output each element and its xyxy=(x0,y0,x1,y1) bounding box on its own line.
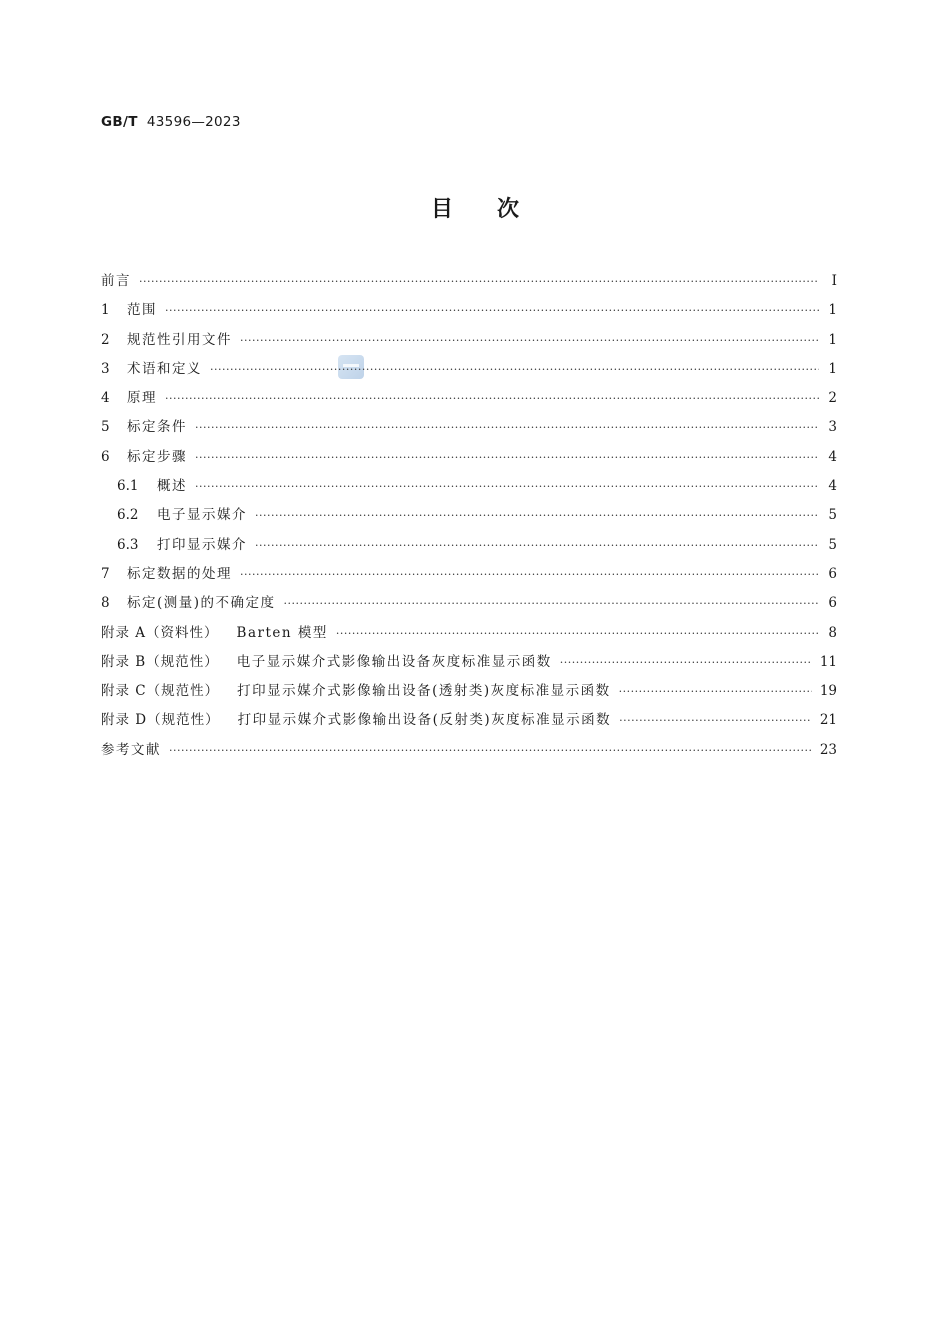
toc-entry-number: 6 xyxy=(101,448,110,465)
toc-entry-6-3[interactable] xyxy=(101,533,837,562)
toc-entry-label: 电子显示媒介式影像输出设备灰度标准显示函数 xyxy=(236,653,552,670)
toc-entry-number: 5 xyxy=(101,419,110,436)
dot-leader xyxy=(195,451,819,464)
dot-leader xyxy=(560,656,812,669)
dot-leader xyxy=(336,627,819,640)
dot-leader xyxy=(240,334,819,347)
toc-entry-label: 术语和定义 xyxy=(127,360,202,377)
toc-entry-6[interactable] xyxy=(101,445,837,474)
dot-leader xyxy=(255,509,819,522)
toc-entry-label: 打印显示媒介式影像输出设备(反射类)灰度标准显示函数 xyxy=(237,712,612,729)
toc-entry-3[interactable] xyxy=(101,357,837,386)
toc-entry-label: 打印显示媒介 xyxy=(157,536,247,553)
dot-leader xyxy=(240,568,819,581)
dot-leader xyxy=(255,539,819,552)
toc-entry-8[interactable] xyxy=(101,591,837,620)
toc-entry-page: 5 xyxy=(828,536,837,553)
toc-entry-references[interactable] xyxy=(101,738,837,767)
toc-entry-label: 原理 xyxy=(127,390,157,407)
appendix-tag: 附录 A（资料性） xyxy=(101,624,219,641)
toc-entry-label: 规范性引用文件 xyxy=(127,331,232,348)
toc-entry-label: 前言 xyxy=(101,273,131,289)
toc-entry-label: 范围 xyxy=(127,302,157,319)
toc-entry-label: 标定(测量)的不确定度 xyxy=(127,595,276,612)
page-title: 目 次 xyxy=(430,197,519,222)
toc-entry-number: 6.3 xyxy=(117,536,139,553)
dot-leader xyxy=(284,597,819,610)
toc-entry-appendix-c[interactable] xyxy=(101,679,837,708)
toc-entry-page: 6 xyxy=(828,595,837,612)
toc-entry-page: 11 xyxy=(819,653,837,670)
toc-entry-appendix-a[interactable] xyxy=(101,621,837,650)
toc-entry-number: 8 xyxy=(101,595,110,612)
toc-entry-label: 标定步骤 xyxy=(127,448,187,465)
toc-entry-page: 8 xyxy=(828,624,837,641)
dot-leader xyxy=(195,480,819,493)
toc-entry-label: 参考文献 xyxy=(101,741,161,758)
toc-entry-7[interactable] xyxy=(101,562,837,591)
toc-entry-appendix-d[interactable] xyxy=(101,708,837,737)
toc-entry-6-2[interactable] xyxy=(101,503,837,532)
toc-entry-2[interactable] xyxy=(101,328,837,357)
toc-entry-foreword[interactable] xyxy=(101,269,837,298)
toc-entry-page: 23 xyxy=(819,741,837,758)
table-of-contents xyxy=(101,269,837,767)
toc-entry-number: 1 xyxy=(101,302,110,319)
toc-entry-page: 1 xyxy=(828,302,837,319)
toc-entry-label: Barten 模型 xyxy=(236,624,328,641)
toc-entry-number: 6.1 xyxy=(117,478,139,495)
dot-leader xyxy=(619,685,812,698)
toc-entry-page: 4 xyxy=(828,478,837,495)
dot-leader xyxy=(139,275,819,288)
dot-leader xyxy=(165,304,819,317)
toc-entry-page: 19 xyxy=(819,683,837,700)
toc-entry-page: Ⅰ xyxy=(831,273,837,289)
toc-entry-label: 打印显示媒介式影像输出设备(透射类)灰度标准显示函数 xyxy=(237,683,611,700)
toc-entry-label: 标定条件 xyxy=(127,419,187,436)
dot-leader xyxy=(169,744,812,757)
toc-entry-page: 1 xyxy=(828,360,837,377)
standard-prefix: GB/T xyxy=(101,114,138,130)
appendix-tag: 附录 D（规范性） xyxy=(101,712,220,729)
toc-entry-page: 5 xyxy=(828,507,837,524)
toc-entry-6-1[interactable] xyxy=(101,474,837,503)
document-code xyxy=(101,114,241,130)
toc-entry-label: 电子显示媒介 xyxy=(157,507,247,524)
dot-leader xyxy=(195,421,819,434)
toc-entry-page: 1 xyxy=(828,331,837,348)
dot-leader xyxy=(165,392,819,405)
toc-entry-number: 7 xyxy=(101,565,110,582)
toc-entry-number: 3 xyxy=(101,360,110,377)
toc-entry-4[interactable] xyxy=(101,386,837,415)
toc-entry-number: 6.2 xyxy=(117,507,139,524)
standard-number: 43596—2023 xyxy=(146,114,241,130)
toc-entry-page: 3 xyxy=(828,419,837,436)
toc-entry-1[interactable] xyxy=(101,298,837,327)
toc-entry-number: 4 xyxy=(101,390,110,407)
toc-entry-page: 2 xyxy=(828,390,837,407)
toc-entry-page: 21 xyxy=(819,712,837,729)
toc-entry-appendix-b[interactable] xyxy=(101,650,837,679)
appendix-tag: 附录 B（规范性） xyxy=(101,653,219,670)
toc-entry-number: 2 xyxy=(101,331,110,348)
toc-entry-label: 概述 xyxy=(157,478,187,495)
toc-entry-page: 4 xyxy=(828,448,837,465)
toc-entry-5[interactable] xyxy=(101,415,837,444)
dot-leader xyxy=(210,363,819,376)
appendix-tag: 附录 C（规范性） xyxy=(101,683,220,700)
dot-leader xyxy=(619,714,812,727)
toc-entry-label: 标定数据的处理 xyxy=(127,565,232,582)
toc-entry-page: 6 xyxy=(828,565,837,582)
